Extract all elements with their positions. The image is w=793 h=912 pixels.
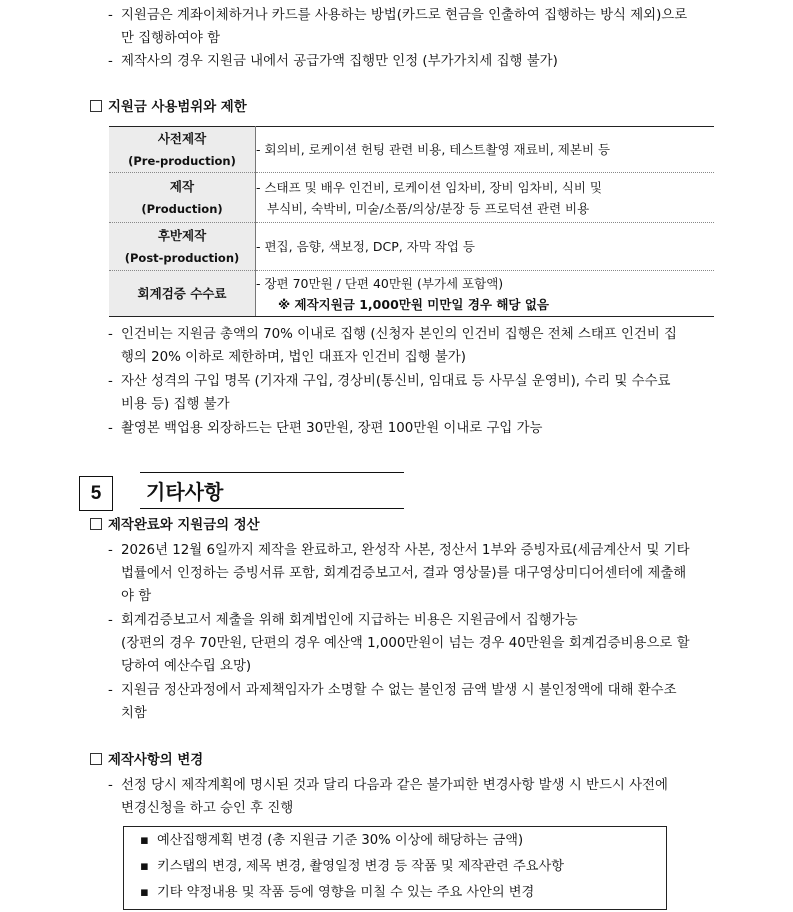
chapter-number: 5 — [79, 476, 113, 511]
section-heading: 지원금 사용범위와 제한 — [90, 98, 247, 118]
table-row — [109, 127, 714, 173]
box-list-item: ▪ 기타 약정내용 및 작품 등에 영향을 미칠 수 있는 주요 사안의 변경 — [140, 882, 534, 904]
list-item-continuation: 야 함 — [121, 589, 152, 604]
bullet-dot-icon: ▪ — [140, 833, 149, 848]
chapter-rule-bottom — [140, 508, 404, 509]
section-heading: 제작사항의 변경 — [90, 751, 203, 771]
checkbox-icon — [90, 753, 102, 765]
table-cell: - 스태프 및 배우 인건비, 로케이션 임차비, 장비 임차비, 식비 및 부식비, 숙박비, 미술/소품/의상/분장 등 프로덕션 관련 비용 — [256, 173, 715, 223]
table-header-cell: 제작 (Production) — [109, 173, 256, 223]
list-item-continuation: 비용 등) 집행 불가 — [121, 397, 230, 412]
list-item-continuation: 변경신청을 하고 승인 후 진행 — [121, 801, 294, 816]
list-item-continuation: (장편의 경우 70만원, 단편의 경우 예산액 1,000만원이 넘는 경우 40만원을 회계검증비용으로 할 — [121, 636, 690, 651]
list-item-continuation: 법률에서 인정하는 증빙서류 포함, 회계검증보고서, 결과 영상물)를 대구영상미디어센터에 제출해 — [121, 566, 687, 581]
bullet-dot-icon: ▪ — [140, 885, 149, 900]
table-header-cell: 사전제작 (Pre-production) — [109, 127, 256, 173]
change-items-box — [123, 826, 667, 910]
list-item-continuation: 행의 20% 이하로 제한하며, 법인 대표자 인건비 집행 불가) — [121, 350, 466, 365]
budget-scope-table — [109, 126, 714, 317]
checkbox-icon — [90, 518, 102, 530]
table-header-cell: 회계검증 수수료 — [109, 271, 256, 317]
table-cell: - 장편 70만원 / 단편 40만원 (부가세 포함액) ※ 제작지원금 1,000만원 미만일 경우 해당 없음 — [256, 271, 715, 317]
checkbox-icon — [90, 100, 102, 112]
box-list-item: ▪ 예산집행계획 변경 (총 지원금 기준 30% 이상에 해당하는 금액) — [140, 830, 523, 852]
table-row — [109, 271, 714, 317]
chapter-title: 기타사항 — [146, 480, 224, 504]
list-item-continuation: 만 집행하여야 함 — [121, 31, 221, 46]
table-cell: - 편집, 음향, 색보정, DCP, 자막 작업 등 — [256, 223, 715, 271]
box-list-item: ▪ 키스탭의 변경, 제목 변경, 촬영일정 변경 등 작품 및 제작관련 주요사항 — [140, 856, 564, 878]
chapter-rule-top — [140, 472, 404, 473]
section-heading: 제작완료와 지원금의 정산 — [90, 516, 260, 536]
table-row — [109, 173, 714, 223]
document-page: - 지원금은 계좌이체하거나 카드를 사용하는 방법(카드로 현금을 인출하여 집행하는 방식 제외)으로 만 집행하여야 함 - 제작사의 경우 지원금 내에서 공급가액 집행만 인정 (부가가치세 집행 불가) 지원금 사용범위와 제한 사전제작 (Pre-production) - 회의비, 로케이션 헌팅 관련 비용, 테스트촬영 재료비, 제본비 등 제작 (Production) - 스태프 및 배우 인건비, 로케이션 임차비, 장비 임차비, 식비 및 부식비, 숙박비, 미술/소품/의상/분장 등 프로덕션 관련 비용 후반제작 (Post-production) - 편집, 음향, 색보정, DCP, 자막 작업 등 회계검증 수수료 - 장편 70만원 / 단편 40만원 (부가세 포함액) ※ 제작지원금 1,000만원 미만일 경우 해당 없음 - 인건비는 지원금 총액의 70% 이내로 집행 (신청자 본인의 인건비 집행은 전체 스태프 인건비 집 행의 20% 이하로 제한하며, 법인 대표자 인건비 집행 불가) - 자산 성격의 구입 명목 (기자재 구입, 경상비(통신비, 임대료 등 사무실 운영비), 수리 및 수수료 비용 등) 집행 불가 - 촬영본 백업용 외장하드는 단편 30만원, 장편 100만원 이내로 구입 가능 5 기타사항 제작완료와 지원금의 정산 - 2026년 12월 6일까지 제작을 완료하고, 완성작 사본, 정산서 1부와 증빙자료(세금계산서 및 기타 법률에서 인정하는 증빙서류 포함, 회계검증보고서, 결과 영상물)를 대구영상미디어센터에 제출해 야 함 - 회계검증보고서 제출을 위해 회계법인에 지급하는 비용은 지원금에서 집행가능 (장편의 경우 70만원, 단편의 경우 예산액 1,000만원이 넘는 경우 40만원을 회계검증비용으로 할 당하여 예산수립 요망) - 지원금 정산과정에서 과제책임자가 소명할 수 없는 불인정 금액 발생 시 불인정액에 대해 환수조 치함 제작사항의 변경 - 선정 당시 제작계획에 명시된 것과 달리 다음과 같은 불가피한 변경사항 발생 시 반드시 사전에 변경신청을 하고 승인 후 진행 ▪ 예산집행계획 변경 (총 지원금 기준 30% 이상에 해당하는 금액) ▪ 키스탭의 변경, 제목 변경, 촬영일정 변경 등 작품 및 제작관련 주요사항 ▪ 기타 약정내용 및 작품 등에 영향을 미칠 수 있는 주요 사안의 변경 — [0, 0, 793, 912]
table-cell: - 회의비, 로케이션 헌팅 관련 비용, 테스트촬영 재료비, 제본비 등 — [256, 127, 715, 173]
bullet-dot-icon: ▪ — [140, 859, 149, 874]
list-item-continuation: 치함 — [121, 706, 147, 721]
list-item-continuation: 당하여 예산수립 요망) — [121, 659, 252, 674]
table-row — [109, 223, 714, 271]
table-header-cell: 후반제작 (Post-production) — [109, 223, 256, 271]
